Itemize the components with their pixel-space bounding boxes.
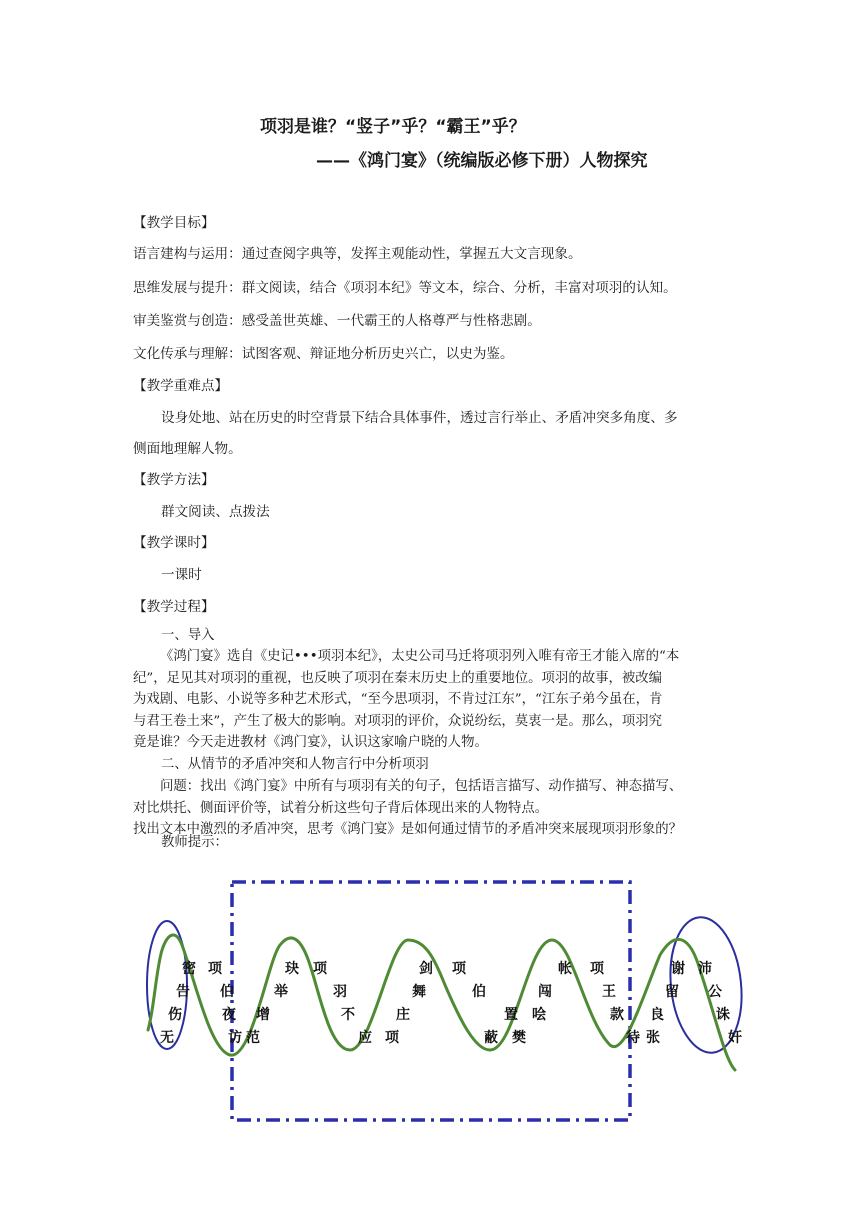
question-line: 找出文本中激烈的矛盾冲突，思考《鸿门宴》是如何通过情节的矛盾冲突来展现项羽形象的？ — [133, 822, 683, 837]
diagram-char: 举 — [274, 984, 288, 1000]
diagram-char: 无 — [160, 1030, 174, 1046]
teacher-hint: 教师提示： — [161, 835, 228, 850]
diagram-char: 访 — [228, 1030, 242, 1046]
diagram-char: 剑 — [419, 961, 433, 977]
diagram-char: 项 — [208, 961, 222, 977]
diagram-char: 伯 — [472, 984, 486, 1000]
diagram-char: 伤 — [168, 1007, 182, 1023]
intro-line: 纪”，足见其对项羽的重视，也反映了项羽在秦末历史上的重要地位。项羽的故事，被改编 — [133, 670, 663, 686]
diagram-char: 密 — [182, 961, 196, 977]
diagram-char: 项 — [590, 961, 604, 977]
diagram-char: 待 — [626, 1030, 640, 1046]
diagram-char: 不 — [341, 1007, 355, 1023]
method-heading: 【教学方法】 — [133, 472, 215, 488]
step1-title: 一、导入 — [161, 628, 215, 643]
intro-line: 《鸿门宴》选自《史记•••项羽本纪》，太史公司马迁将项羽列入唯有帝王才能入席的“本 — [160, 649, 680, 664]
diagram-char: 哙 — [532, 1007, 546, 1023]
diagram-char: 沛 — [698, 961, 712, 977]
diagram-char: 增 — [256, 1007, 270, 1023]
diagram-char: 公 — [708, 984, 722, 1000]
diagram-char: 帐 — [558, 961, 572, 977]
diagram-char: 谢 — [671, 961, 685, 977]
diagram-char: 项 — [313, 961, 327, 977]
diagram-char: 舞 — [412, 984, 426, 1000]
diagram-char: 留 — [665, 984, 679, 1000]
plot-tension-wave — [148, 935, 735, 1070]
question-paragraph — [133, 776, 682, 841]
diagram-char: 应 — [358, 1030, 372, 1046]
page-subtitle: ——《鸿门宴》（统编版必修下册）人物探究 — [316, 151, 648, 171]
process-heading: 【教学过程】 — [133, 599, 215, 615]
diagram-char: 置 — [504, 1007, 518, 1023]
intro-line: 竟是谁？今天走进教材《鸿门宴》，认识这家喻户晓的人物。 — [133, 735, 488, 750]
goal-language: 语言建构与运用：通过查阅字典等，发挥主观能动性，掌握五大文言现象。 — [133, 246, 582, 262]
diagram-char: 项 — [452, 961, 466, 977]
diagram-char: 诛 — [716, 1007, 730, 1023]
key-line-1: 设身处地、站在历史的时空背景下结合具体事件，透过言行举止、矛盾冲突多角度、多 — [161, 410, 678, 426]
diagram-char: 奸 — [728, 1030, 742, 1046]
page-title: 项羽是谁？“竖子”乎？“霸王”乎？ — [260, 117, 526, 137]
diagram-char: 蔽 — [484, 1030, 498, 1046]
intro-paragraph — [133, 646, 679, 754]
key-heading: 【教学重难点】 — [133, 378, 229, 394]
key-line-2: 侧面地理解人物。 — [133, 441, 242, 457]
goal-thinking: 思维发展与提升：群文阅读，结合《项羽本纪》等文本，综合、分析，丰富对项羽的认知。 — [133, 280, 677, 296]
diagram-char: 王 — [602, 984, 616, 1000]
diagram-char: 范 — [246, 1030, 260, 1046]
goal-culture: 文化传承与理解：试图客观、辩证地分析历史兴亡，以史为鉴。 — [133, 346, 514, 362]
diagram-char: 项 — [385, 1030, 399, 1046]
question-line: 问题：找出《鸿门宴》中所有与项羽有关的句子，包括语言描写、动作描写、神态描写、 — [160, 779, 683, 794]
diagram-char: 羽 — [333, 984, 347, 1000]
diagram-char: 良 — [650, 1007, 664, 1023]
hours-text: 一课时 — [161, 567, 202, 583]
method-text: 群文阅读、点拨法 — [161, 504, 270, 520]
intro-line: 为戏剧、电影、小说等多种艺术形式，“至今思项羽，不肯过江东”，“江东子弟今虽在，肯 — [133, 692, 663, 707]
diagram-char: 庄 — [396, 1007, 410, 1023]
diagram-char: 玦 — [285, 961, 299, 977]
goal-aesthetic: 审美鉴赏与创造：感受盖世英雄、一代霸王的人格尊严与性格悲剧。 — [133, 313, 541, 329]
diagram-char: 告 — [176, 984, 190, 1000]
diagram-char: 闯 — [538, 984, 552, 1000]
question-line: 对比烘托、侧面评价等，试着分析这些句子背后体现出来的人物特点。 — [133, 800, 549, 816]
step2-title: 二、从情节的矛盾冲突和人物言行中分析项羽 — [161, 757, 429, 772]
diagram-char: 樊 — [512, 1030, 526, 1046]
hours-heading: 【教学课时】 — [133, 535, 215, 551]
diagram-char: 张 — [646, 1030, 660, 1046]
central-conflict-box — [232, 882, 630, 1120]
diagram-char: 夜 — [222, 1007, 236, 1023]
goals-heading: 【教学目标】 — [133, 215, 215, 231]
diagram-char: 款 — [610, 1007, 624, 1023]
diagram-char: 伯 — [220, 984, 234, 1000]
plot-diagram — [140, 870, 750, 1130]
intro-line: 与君王卷土来”，产生了极大的影响。对项羽的评价，众说纷纭，莫衷一是。那么，项羽究 — [133, 713, 663, 729]
